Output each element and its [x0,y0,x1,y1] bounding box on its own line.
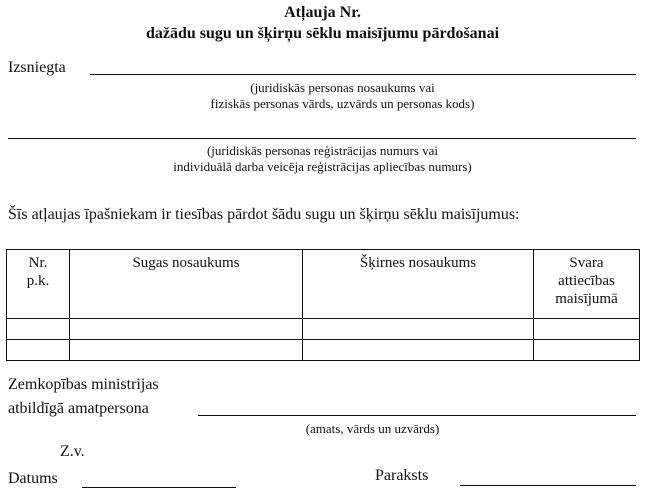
table-cell[interactable] [7,319,70,340]
seed-mixture-table [6,249,640,361]
table-cell[interactable] [70,319,303,340]
issued-to-field-line[interactable] [90,74,636,75]
permission-statement: Šīs atļaujas īpašniekam ir tiesības pārdot šādu sugu un šķirņu sēklu maisījumus: [8,206,520,223]
official-field-line[interactable] [198,415,636,416]
document-title: Atļauja Nr. [284,4,361,21]
header-species-label: Sugas nosaukums [132,255,240,271]
official-caption: (amats, vārds un uzvārds) [305,421,440,436]
table-cell[interactable] [534,340,640,361]
official-label-line2: atbildīgā amatpersona [8,400,149,417]
signature-label: Paraksts [375,467,429,484]
header-weight-line3: maisījumā [555,291,618,307]
registration-caption-line2: individuālā darba veicēja reģistrācijas apliecības numurs) [173,159,472,174]
date-label: Datums [8,470,58,487]
header-weight-line2: attiecības [558,273,615,289]
signature-field-line[interactable] [460,485,636,486]
table-cell[interactable] [303,340,534,361]
header-number-line1: Nr. [28,255,48,271]
header-number [7,250,70,319]
table-header-row [7,250,640,319]
table-cell[interactable] [70,340,303,361]
issued-label: Izsniegta [8,59,66,76]
registration-caption-line1: (juridiskās personas reģistrācijas numurs vai [206,143,439,158]
seal-label: Z.v. [60,443,85,460]
date-field-line[interactable] [82,487,236,488]
table-cell[interactable] [7,340,70,361]
table-row [7,319,640,340]
table-row [7,340,640,361]
header-variety-label: Šķirnes nosaukums [359,255,477,271]
header-number-line2: p.k. [26,273,50,289]
header-species [70,250,303,319]
registration-field-line[interactable] [8,138,636,139]
table-cell[interactable] [534,319,640,340]
table-cell[interactable] [303,319,534,340]
document-subtitle: dažādu sugu un šķirņu sēklu maisījumu pārdošanai [145,25,500,42]
official-label-line1: Zemkopības ministrijas [8,376,159,393]
issued-caption-line2: fiziskās personas vārds, uzvārds un personas kods) [210,96,475,111]
header-variety [303,250,534,319]
header-weight-ratio [534,250,640,319]
issued-caption-line1: (juridiskās personas nosaukums vai [250,80,435,95]
header-weight-line1: Svara [569,255,604,271]
